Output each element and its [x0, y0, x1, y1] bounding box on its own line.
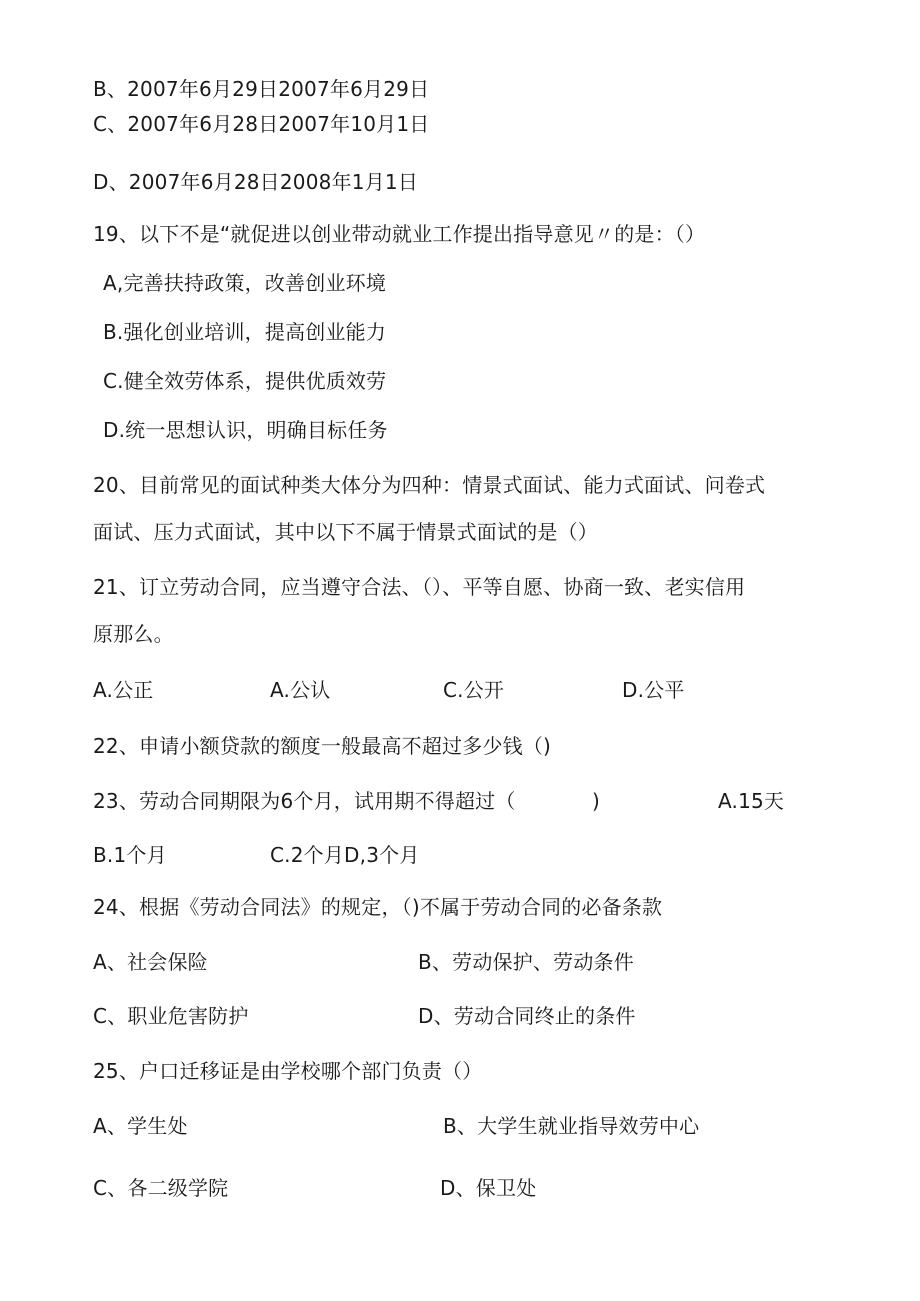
q21-stem-line2: 原那么。 [93, 622, 174, 646]
q25-option-b: B、大学生就业指导效劳中心 [443, 1114, 700, 1138]
q25-stem: 25、户口迁移证是由学校哪个部门负责（） [93, 1059, 483, 1083]
q23-paren-close: ) [592, 789, 601, 813]
q19-stem: 19、以下不是“就促进以创业带动就业工作提出指导意见〃的是：（） [93, 222, 706, 246]
q21-option-a2: A.公认 [270, 678, 331, 702]
q25-option-c: C、各二级学院 [93, 1176, 229, 1200]
q24-option-c: C、职业危害防护 [93, 1004, 249, 1028]
q23-option-c-d: C.2个月D,3个月 [270, 843, 420, 867]
q23-option-b: B.1个月 [93, 843, 167, 867]
q19-option-b: B.强化创业培训，提高创业能力 [103, 320, 387, 344]
q22-stem: 22、申请小额贷款的额度一般最高不超过多少钱（) [93, 734, 552, 758]
q20-stem-line2: 面试、压力式面试，其中以下不属于情景式面试的是（） [93, 520, 598, 544]
q25-option-a: A、学生处 [93, 1114, 188, 1138]
q24-option-a: A、社会保险 [93, 950, 208, 974]
q25-option-d: D、保卫处 [440, 1176, 537, 1200]
q18-option-b: B、2007年6月29日2007年6月29日 [93, 77, 430, 101]
q19-option-a: A,完善扶持政策，改善创业环境 [103, 271, 387, 295]
q20-stem-line1: 20、目前常见的面试种类大体分为四种：情景式面试、能力式面试、问卷式 [93, 473, 766, 497]
q18-option-c: C、2007年6月28日2007年10月1日 [93, 112, 430, 136]
q24-option-d: D、劳动合同终止的条件 [418, 1004, 636, 1028]
q23-stem: 23、劳动合同期限为6个月，试用期不得超过（ [93, 789, 516, 813]
q21-option-a: A.公正 [93, 678, 154, 702]
q23-option-a: A.15天 [718, 789, 785, 813]
q18-option-d: D、2007年6月28日2008年1月1日 [93, 170, 419, 194]
q21-option-c: C.公开 [443, 678, 505, 702]
q19-option-c: C.健全效劳体系，提供优质效劳 [103, 369, 387, 393]
q21-option-d: D.公平 [622, 678, 685, 702]
q24-option-b: B、劳动保护、劳动条件 [418, 950, 634, 974]
q19-option-d: D.统一思想认识，明确目标任务 [103, 418, 388, 442]
q21-stem-line1: 21、订立劳动合同，应当遵守合法、（）、平等自愿、协商一致、老实信用 [93, 575, 746, 599]
q24-stem: 24、根据《劳动合同法》的规定，（)不属于劳动合同的必备条款 [93, 895, 663, 919]
